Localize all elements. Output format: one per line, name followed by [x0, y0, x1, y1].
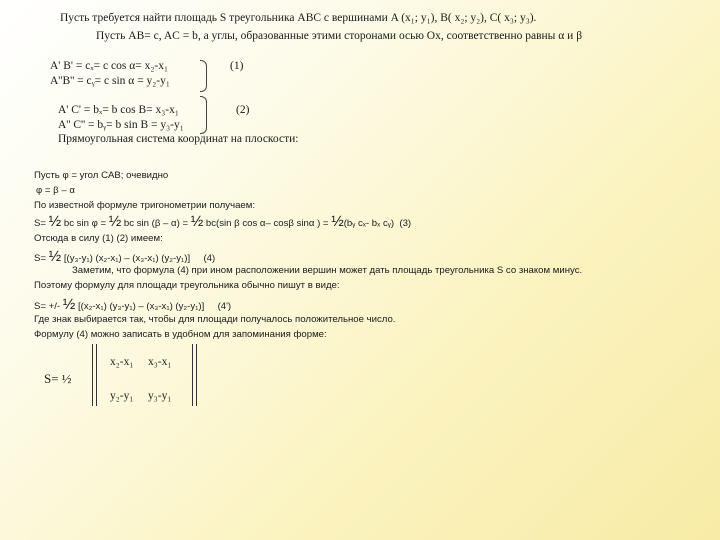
determinant-left-bar-2 [96, 344, 97, 406]
system1-eq2: A''B'' = cᵧ= c sin α = y₂-y₁ [50, 75, 170, 87]
body-line-8: Поэтому формулу для площади треугольника обычно пишут в виде: [34, 280, 340, 291]
system1-label: (1) [230, 60, 244, 72]
body-line-11: Формулу (4) можно записать в удобном для запоминания форме: [34, 329, 327, 340]
determinant-left-bar [92, 344, 93, 406]
body-line-2: φ = β – α [36, 185, 75, 196]
formula-3: S= ½ bc sin φ = ½ bc sin (β – α) = ½ bc(sin β cos α– cosβ sinα ) = ½(bᵧ cₓ- bₓ cᵧ) (3) [34, 213, 412, 230]
determinant-r1c1: x₂-x₁ [110, 356, 134, 368]
body-line-1: Пусть φ = угол CAB; очевидно [34, 170, 169, 181]
body-line-7: Заметим, что формула (4) при ином расположении вершин может дать площадь треугольника S со знаком минус. [72, 265, 583, 276]
formula-4-number: (4) [203, 253, 216, 264]
determinant-prefix: S= ½ [44, 371, 72, 386]
header-line-1: Пусть требуется найти площадь S треугольника ABC с вершинами A (x₁; y₁), B( x₂; y₂), C( x₃; y₃). [60, 12, 537, 24]
formula-4-prime: S= +/- ½ [(x₂-x₁) (y₃-y₁) – (x₃-x₁) (y₂-y₁)] (4') [34, 296, 232, 313]
formula-4-prime-number: (4') [217, 301, 232, 312]
determinant-r2c1: y₂-y₁ [110, 390, 134, 402]
system1-eq1: A' B' = cₓ= c cos α= x₂-x₁ [50, 60, 168, 72]
formula-3-number: (3) [399, 218, 412, 229]
system2-note: Прямоугольная система координат на плоскости: [58, 133, 299, 145]
determinant-r1c2: x₃-x₁ [148, 356, 172, 368]
system2-brace [200, 96, 207, 134]
determinant-right-bar [192, 344, 193, 406]
body-line-5: Отсюда в силу (1) (2) имеем: [34, 233, 163, 244]
determinant-r2c2: y₃-y₁ [148, 390, 172, 402]
header-line-2: Пусть AB= c, AC = b, а углы, образованные этими сторонами осью Ox, соответственно равны α и β [96, 30, 583, 42]
system1-brace [200, 60, 207, 92]
system2-eq1: A' C' = bₓ= b cos B= x₃-x₁ [58, 104, 179, 116]
determinant-right-bar-2 [196, 344, 197, 406]
system2-eq2: A'' C'' = bᵧ= b sin B = y₃-y₁ [58, 119, 184, 131]
body-line-10: Где знак выбирается так, чтобы для площади получалось положительное число. [34, 314, 396, 325]
body-line-3: По известной формуле тригонометрии получаем: [34, 200, 255, 211]
formula-4: S= ½ [(y₃-y₁) (x₂-x₁) – (x₃-x₁) (y₂-y₁)] (4) [34, 248, 216, 265]
system2-label: (2) [236, 104, 250, 116]
